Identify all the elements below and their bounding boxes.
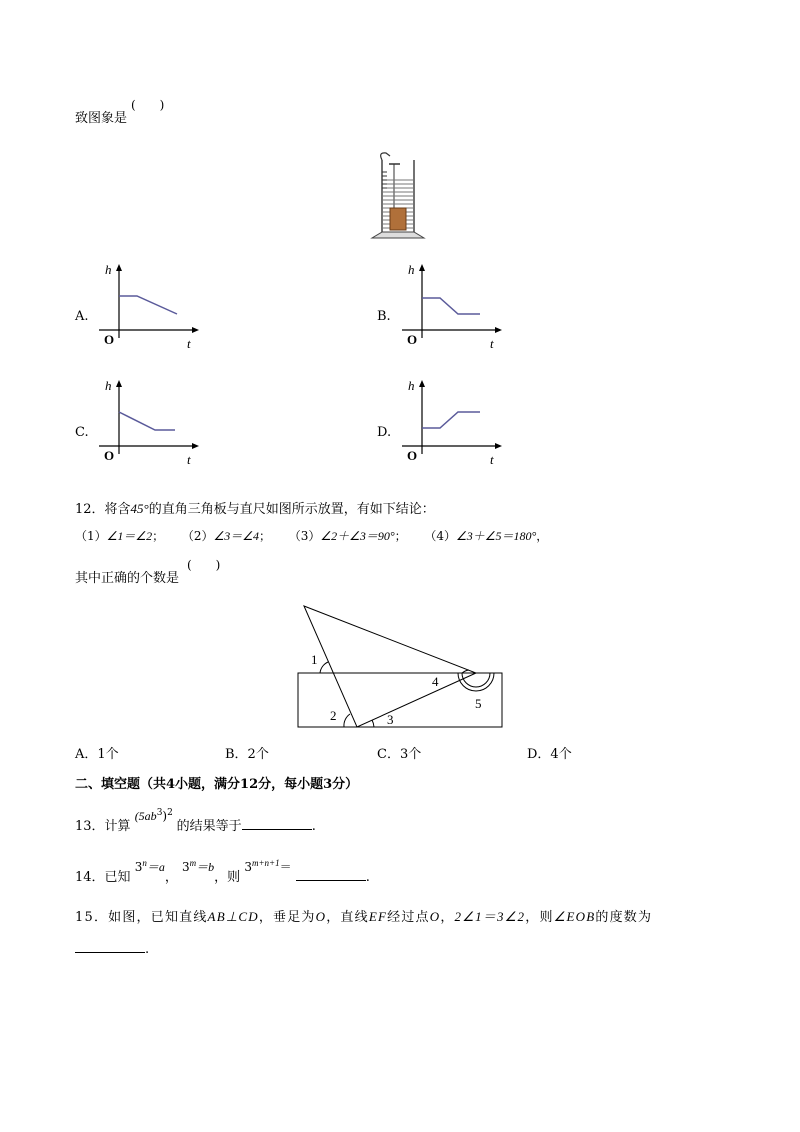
q12-option-b[interactable]: B．2个 [225,747,269,762]
axis-t-label: t [490,336,494,351]
q15-ab-perp-cd: AB⊥CD [207,909,259,924]
q14-e2-base: 3 [182,860,190,874]
q15-text-3: ，直线 [326,910,369,925]
q15-line-ef: EF [368,909,388,924]
q14-eq2 [182,860,214,874]
sep-1: ； [152,529,165,543]
angle-3-label: 3 [387,712,394,727]
q12-angle-45: 45° [130,501,149,516]
angle-2-label: 2 [330,708,337,723]
q15-text-6: ，则 [525,910,554,925]
origin-label: O [104,448,115,463]
q15-angle-relation: 2∠1＝3∠2 [454,909,526,924]
conclusion-4-label: （4） [424,529,456,543]
q14-comma: ， [164,870,178,885]
q14-eq1 [135,860,165,874]
q13-expr-base: (5ab [134,809,157,823]
question-11-intro [75,107,127,126]
q12-suffix: 的直角三角板与直尺如图所示放置，有如下结论： [148,502,435,517]
conclusion-4: ∠3＋∠5＝180° [455,529,537,543]
axis-h-label: h [408,262,415,277]
q14-e2-exp: m [189,858,197,868]
conclusion-2: ∠3＝∠4 [213,529,260,543]
q14-then: ，则 [214,870,241,885]
option-b-graph [398,262,508,352]
option-c-label[interactable]: C. [75,425,89,440]
q15-text-4: 经过点 [387,910,430,925]
q15-text-1: 15．如图，已知直线 [75,910,208,925]
origin-label: O [407,448,418,463]
axis-t-label: t [490,452,494,467]
q14-e3-rest: ＝ [279,860,292,874]
option-d-graph [398,378,508,468]
conclusion-3-label: （3） [288,529,321,543]
q15-point-o: O [315,909,327,924]
q13-expression [135,809,177,823]
conclusion-2-label: （2） [181,529,214,543]
question-13 [75,808,316,834]
axis-h-label: h [105,378,112,393]
origin-label: O [104,332,115,347]
conclusion-3: ∠2＋∠3＝90° [320,529,395,543]
q14-answer-blank[interactable] [296,868,366,881]
q13-answer-blank[interactable] [242,817,312,830]
option-c-graph [95,378,205,468]
q15-point-o-2: O [429,909,441,924]
axis-t-label: t [187,452,191,467]
q14-prefix: 14．已知 [75,870,131,885]
q12-answer-paren: ( ) [187,558,221,572]
q14-e1-rest: ＝a [146,860,165,874]
axis-h-label: h [105,262,112,277]
q13-suffix: 的结果等于 [176,819,242,834]
q15-angle-eob: ∠EOB [553,909,596,924]
option-b-label[interactable]: B. [377,309,391,324]
q15-text-5: ， [440,910,455,925]
q14-e1-exp: n [142,858,147,868]
sep-2: ； [259,529,272,543]
triangle-ruler-figure [290,600,510,732]
q13-prefix: 13．计算 [75,819,131,834]
conclusion-1: ∠1＝∠2 [106,529,153,543]
section-2-title: 二、填空题（共4小题，满分12分，每小题3分） [75,777,359,792]
sep-3: ； [394,529,407,543]
axis-h-label: h [408,378,415,393]
angle-4-label: 4 [432,674,439,689]
intro-text: 致图象是 [75,111,128,126]
q15-end: . [145,942,150,957]
graduated-cylinder-figure [368,150,434,242]
q14-eq3 [244,860,291,874]
q15-answer-line [75,940,149,957]
q13-outer-exp: 2 [167,808,173,818]
q14-e3-base: 3 [244,860,252,874]
option-a-label[interactable]: A. [75,309,89,324]
q13-end: . [311,819,316,834]
q12-prefix: 12．将含 [75,502,131,517]
q15-text-7: 的度数为 [595,910,653,925]
conclusion-1-label: （1） [75,529,107,543]
q13-expr-close: ) [162,809,168,823]
q14-end: . [365,870,370,885]
question-12-stem [75,498,435,517]
question-14 [75,858,370,885]
question-12-conclusions [75,527,548,544]
angle-1-label: 1 [311,652,318,667]
origin-label: O [407,332,418,347]
option-a-graph [95,262,205,352]
option-d-label[interactable]: D. [377,425,392,440]
q15-answer-blank[interactable] [75,940,145,953]
angle-5-label: 5 [475,696,482,711]
q14-e2-rest: ＝b [196,860,215,874]
q14-e1-base: 3 [134,860,143,874]
q15-text-2: ，垂足为 [258,910,316,925]
q14-e3-exp: m+n+1 [251,858,280,868]
q13-inner-exp: 3 [156,808,163,818]
axis-t-label: t [187,336,191,351]
question-12-ask: 其中正确的个数是 [75,571,180,586]
q12-option-a[interactable]: A．1个 [75,747,119,762]
intro-answer-paren: ( ) [131,98,165,112]
q12-option-c[interactable]: C．3个 [377,747,422,762]
question-15 [75,906,652,925]
q12-option-d[interactable]: D．4个 [527,747,572,762]
sep-4: ， [536,529,549,543]
